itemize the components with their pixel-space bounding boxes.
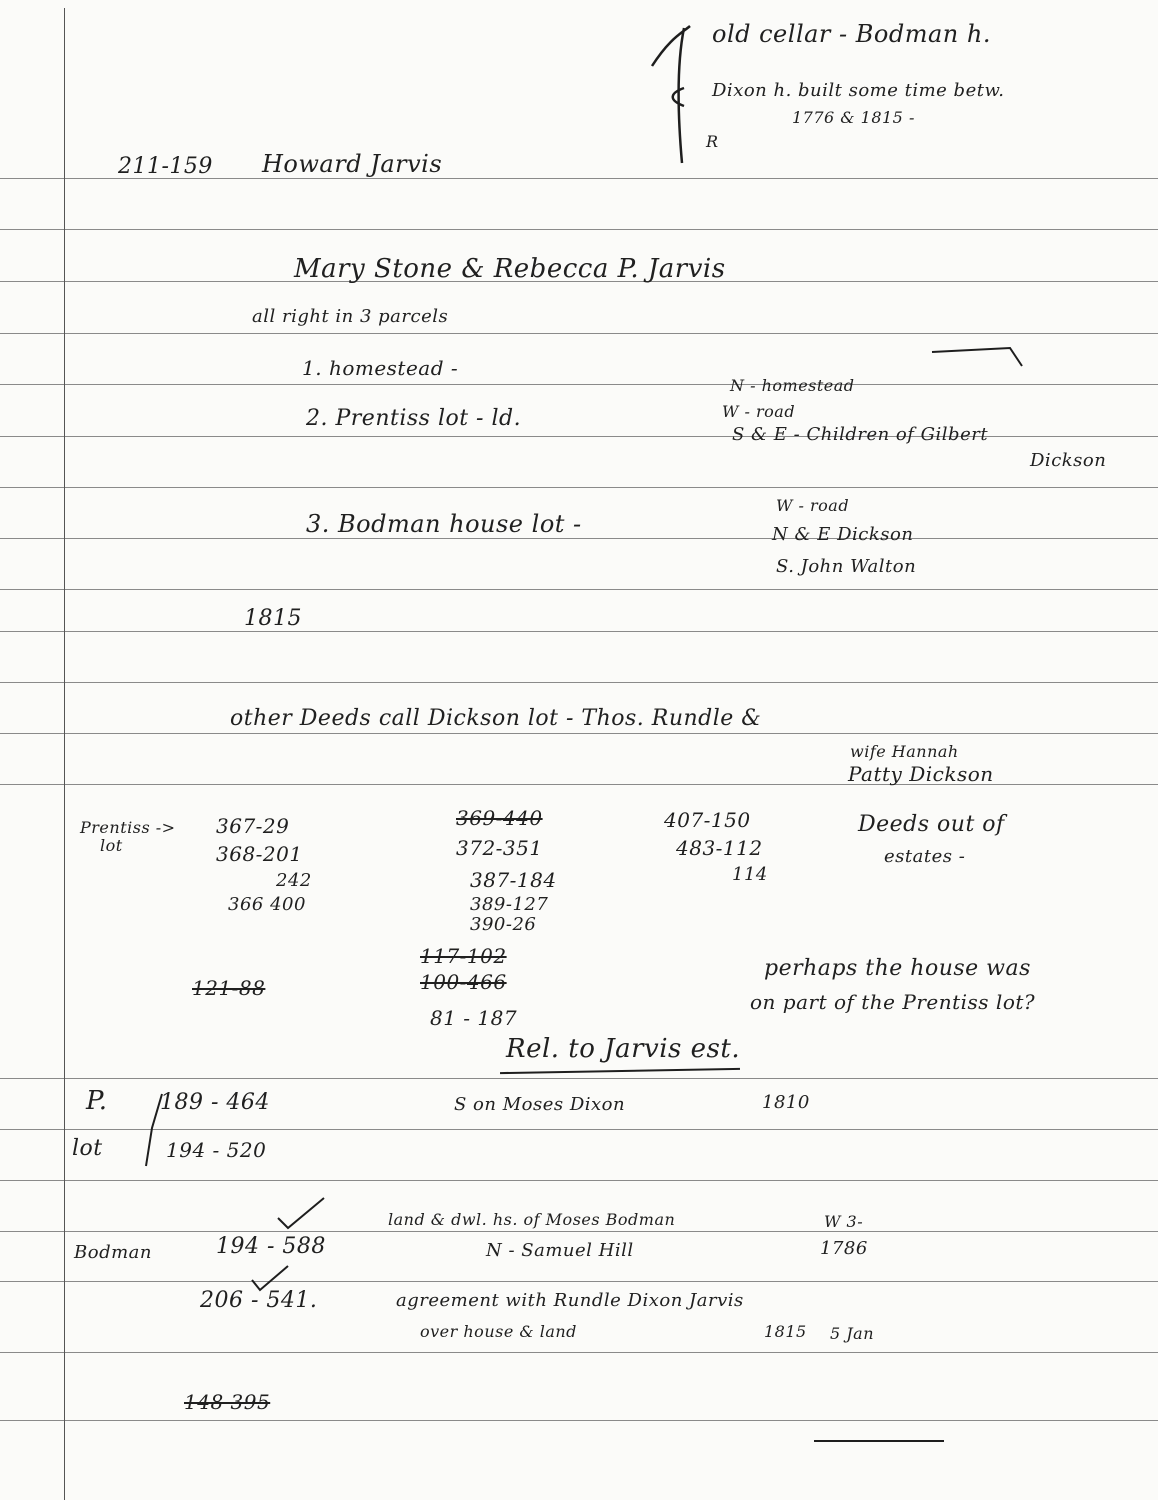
bodman-agreement: agreement with Rundle Dixon Jarvis (396, 1290, 744, 1311)
header-line-3: 1776 & 1815 - (792, 108, 915, 127)
ref-col2-4: 389-127 (470, 894, 549, 915)
p-lot-year: 1810 (762, 1092, 810, 1113)
parcel-3: 3. Bodman house lot - (306, 510, 582, 538)
struck-ref-100: 100-466 (420, 970, 507, 994)
perhaps-line-2: on part of the Prentiss lot? (750, 990, 1036, 1014)
bodman-date-2: 5 Jan (830, 1324, 875, 1343)
prentiss-lot-label-2: lot (100, 836, 123, 855)
ruled-line (0, 1281, 1158, 1282)
bodman-ref-2: 206 - 541. (200, 1288, 318, 1313)
bottom-dash (814, 1440, 944, 1442)
p-lot-note: S on Moses Dixon (454, 1094, 626, 1115)
p-lot-ref-1: 189 - 464 (160, 1090, 270, 1115)
year-1815: 1815 (244, 606, 302, 631)
p-lot-label-1: P. (86, 1086, 108, 1116)
bodman-note-top: land & dwl. hs. of Moses Bodman (388, 1210, 676, 1229)
ruled-line (0, 631, 1158, 632)
title-ref: 211-159 (118, 154, 213, 179)
other-deeds-line: other Deeds call Dickson lot - Thos. Rundle & (230, 706, 762, 731)
perhaps-line-1: perhaps the house was (764, 956, 1031, 981)
other-deeds-wife: wife Hannah (850, 742, 959, 761)
deeds-out-2: estates - (884, 846, 966, 867)
header-line-1: old cellar - Bodman h. (712, 20, 991, 48)
ruled-line (0, 333, 1158, 334)
bodman-ref-1: 194 - 588 (216, 1234, 326, 1259)
grantors: Mary Stone & Rebecca P. Jarvis (294, 254, 726, 284)
ref-col1-2: 368-201 (216, 842, 303, 866)
ruled-line (0, 1420, 1158, 1421)
bodman-agreement-2: over house & land (420, 1322, 577, 1341)
ruled-line (0, 1352, 1158, 1353)
ruled-line (0, 733, 1158, 734)
parcel2-bound-se: S & E - Children of Gilbert (732, 424, 989, 445)
parcel3-bound-w: W - road (776, 496, 850, 515)
margin-line (64, 8, 65, 1500)
parcel2-bound-w: W - road (722, 402, 796, 421)
ruled-line (0, 1180, 1158, 1181)
parcel2-bound-n: N - homestead (730, 376, 855, 395)
deeds-out-1: Deeds out of (858, 812, 1005, 837)
ref-col2-5: 390-26 (470, 914, 537, 935)
rel-heading: Rel. to Jarvis est. (506, 1034, 741, 1064)
ruled-line (0, 682, 1158, 683)
bodman-label: Bodman (74, 1242, 152, 1263)
struck-bottom-ref: 148 395 (184, 1390, 271, 1414)
parcel3-bound-s: S. John Walton (776, 556, 917, 577)
p-lot-label-2: lot (72, 1136, 103, 1161)
bodman-note-top-end: W 3- (824, 1212, 864, 1231)
ruled-line (0, 487, 1158, 488)
ref-col3-3: 114 (732, 864, 768, 885)
ref-col2-3: 387-184 (470, 868, 557, 892)
ref-col1-1: 367-29 (216, 814, 290, 838)
ruled-line (0, 1129, 1158, 1130)
parcel2-bound-se2: Dickson (1030, 450, 1107, 471)
ruled-line (0, 229, 1158, 230)
parcel-2: 2. Prentiss lot - ld. (306, 406, 522, 431)
rel-heading-underline (500, 1068, 740, 1074)
parcel-1: 1. homestead - (302, 356, 459, 380)
ref-col3-2: 483-112 (676, 836, 763, 860)
bracket-mark-icon (640, 18, 700, 168)
angle-mark-icon (930, 340, 1030, 370)
struck-ref-117: 117-102 (420, 944, 507, 968)
ref-col2-2: 372-351 (456, 836, 543, 860)
bodman-year-2: 1815 (764, 1322, 807, 1341)
bodman-year-1: 1786 (820, 1238, 868, 1259)
struck-ref-121: 121-88 (192, 976, 266, 1000)
corner-mark: R (706, 132, 719, 151)
ref-col2-1-struck: 369-440 (456, 806, 543, 830)
ref-col1-4: 366 400 (228, 894, 306, 915)
ruled-line (0, 1231, 1158, 1232)
parcel3-bound-ne: N & E Dickson (772, 524, 914, 545)
ruled-line (0, 589, 1158, 590)
bodman-n-line: N - Samuel Hill (486, 1240, 634, 1261)
checkmark-icon (276, 1196, 326, 1232)
ruled-line (0, 384, 1158, 385)
ref-col3-1: 407-150 (664, 808, 751, 832)
prentiss-lot-label-1: Prentiss -> (80, 818, 176, 837)
rights-note: all right in 3 parcels (252, 306, 449, 327)
other-deeds-patty: Patty Dickson (848, 762, 994, 786)
header-line-2: Dixon h. built some time betw. (712, 80, 1005, 101)
ruled-line (0, 538, 1158, 539)
title-name: Howard Jarvis (262, 150, 443, 178)
ref-col1-3: 242 (276, 870, 312, 891)
ref-81: 81 - 187 (430, 1006, 518, 1030)
ruled-line (0, 1078, 1158, 1079)
p-lot-ref-2: 194 - 520 (166, 1138, 267, 1162)
